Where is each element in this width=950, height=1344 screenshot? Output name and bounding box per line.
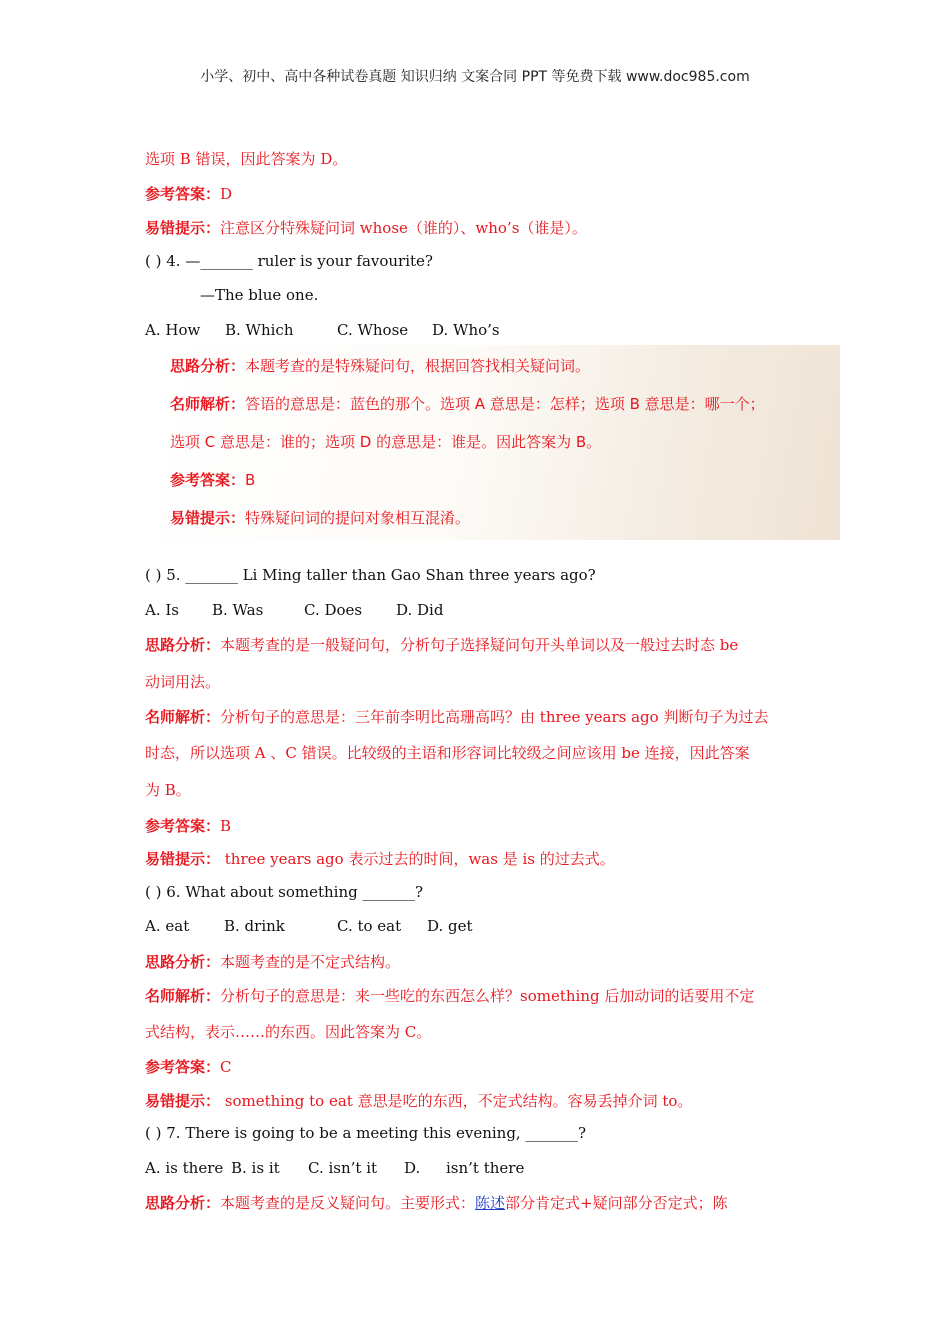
option-d: D. xyxy=(404,1159,421,1177)
option-b: B. is it xyxy=(231,1159,280,1177)
answer-line xyxy=(145,183,232,204)
explanation-text: 分析句子的意思是：三年前李明比高珊高吗？由 three years ago 判断句子为过去 xyxy=(220,708,769,726)
analysis-label: 思路分析： xyxy=(145,1194,221,1212)
box-label: 思路分析： xyxy=(170,357,246,375)
tip-text: three years ago 表示过去的时间，was 是 is 的过去式。 xyxy=(220,850,615,868)
chenshu-link[interactable]: 陈述 xyxy=(475,1194,506,1212)
box-row-1 xyxy=(170,355,590,376)
answer-value: D xyxy=(220,185,233,203)
tip-text: something to eat 意思是吃的东西，不定式结构。容易丢掉介词 to。 xyxy=(220,1092,693,1110)
tip-label: 易错提示： xyxy=(145,1092,221,1110)
page-header: 小学、初中、高中各种试卷真题 知识归纳 文案合同 PPT 等免费下载 www.doc985.com xyxy=(200,69,750,85)
tip-text: 注意区分特殊疑问词 whose（谁的）、who’s（谁是）。 xyxy=(220,219,587,237)
option-a: A. eat xyxy=(145,917,190,935)
box-row-2 xyxy=(170,393,765,414)
question-4-options xyxy=(145,321,500,339)
analysis-line xyxy=(145,634,738,655)
box-text: 本题考查的是特殊疑问句，根据回答找相关疑问词。 xyxy=(245,357,591,375)
question-6: ( ) 6. What about something _______? xyxy=(145,883,424,901)
option-b: B. Was xyxy=(212,601,264,619)
box-text: 答语的意思是：蓝色的那个。选项 A 意思是：怎样；选项 B 意思是：哪一个； xyxy=(245,395,765,413)
answer-label: 参考答案： xyxy=(145,817,221,835)
analysis-text: 本题考查的是一般疑问句，分析句子选择疑问句开头单词以及一般过去时态 be xyxy=(220,636,739,654)
tip-label: 易错提示： xyxy=(145,219,221,237)
option-c: C. Whose xyxy=(337,321,409,339)
box-text: 特殊疑问词的提问对象相互混淆。 xyxy=(245,509,471,527)
question-5: ( ) 5. _______ Li Ming taller than Gao Shan three years ago? xyxy=(145,566,596,584)
option-a: A. is there xyxy=(145,1159,224,1177)
option-d-text: isn’t there xyxy=(446,1159,525,1177)
box-row-3: 选项 C 意思是：谁的；选项 D 的意思是：谁是。因此答案为 B。 xyxy=(170,433,602,451)
answer-value: B xyxy=(220,817,232,835)
box-row-4 xyxy=(170,469,255,490)
answer-line xyxy=(145,815,231,836)
option-c: C. to eat xyxy=(337,917,402,935)
question-4-reply: —The blue one. xyxy=(200,286,319,304)
tip-line xyxy=(145,1090,692,1111)
option-d: D. Did xyxy=(396,601,444,619)
question-5-options xyxy=(145,601,443,619)
option-d: D. Who’s xyxy=(432,321,500,339)
option-a: A. Is xyxy=(145,601,179,619)
analysis-text: 本题考查的是反义疑问句。主要形式： xyxy=(220,1194,476,1212)
analysis-line xyxy=(145,1192,728,1213)
explanation-line xyxy=(145,706,768,727)
option-b: B. Which xyxy=(225,321,294,339)
analysis-label: 思路分析： xyxy=(145,636,221,654)
explanation-line xyxy=(145,985,754,1006)
explanation-label: 名师解析： xyxy=(145,708,221,726)
box-label: 名师解析： xyxy=(170,395,246,413)
analysis-text-cont: 部分肯定式+疑问部分否定式；陈 xyxy=(505,1194,728,1212)
question-6-options xyxy=(145,917,473,935)
explanation-text: 分析句子的意思是：来一些吃的东西怎么样？something 后加动词的话要用不定 xyxy=(220,987,755,1005)
option-c: C. Does xyxy=(304,601,363,619)
option-b: B. drink xyxy=(224,917,285,935)
question-7-options xyxy=(145,1159,524,1177)
tip-line xyxy=(145,848,615,869)
text-line: 选项 B 错误，因此答案为 D。 xyxy=(145,150,348,168)
answer-label: 参考答案： xyxy=(145,1058,221,1076)
tip-label: 易错提示： xyxy=(145,850,221,868)
question-7: ( ) 7. There is going to be a meeting this evening, _______? xyxy=(145,1124,586,1142)
box-label: 易错提示： xyxy=(170,509,246,527)
explanation-line-cont: 时态，所以选项 A 、C 错误。比较级的主语和形容词比较级之间应该用 be 连接，因此答案 xyxy=(145,744,750,762)
tip-line xyxy=(145,217,587,238)
box-row-5 xyxy=(170,507,470,528)
analysis-text: 本题考查的是不定式结构。 xyxy=(220,953,401,971)
analysis-line-cont: 动词用法。 xyxy=(145,673,221,691)
analysis-line xyxy=(145,951,400,972)
box-text: B xyxy=(245,471,256,489)
answer-label: 参考答案： xyxy=(145,185,221,203)
answer-line xyxy=(145,1056,232,1077)
explanation-label: 名师解析： xyxy=(145,987,221,1005)
box-label: 参考答案： xyxy=(170,471,246,489)
answer-value: C xyxy=(220,1058,232,1076)
explanation-line-cont: 式结构，表示……的东西。因此答案为 C。 xyxy=(145,1023,432,1041)
question-4: ( ) 4. —_______ ruler is your favourite? xyxy=(145,252,433,270)
analysis-label: 思路分析： xyxy=(145,953,221,971)
analysis-image xyxy=(160,345,840,540)
option-c: C. isn’t it xyxy=(308,1159,378,1177)
option-a: A. How xyxy=(145,321,201,339)
option-d: D. get xyxy=(427,917,473,935)
explanation-line-cont: 为 B。 xyxy=(145,781,191,799)
